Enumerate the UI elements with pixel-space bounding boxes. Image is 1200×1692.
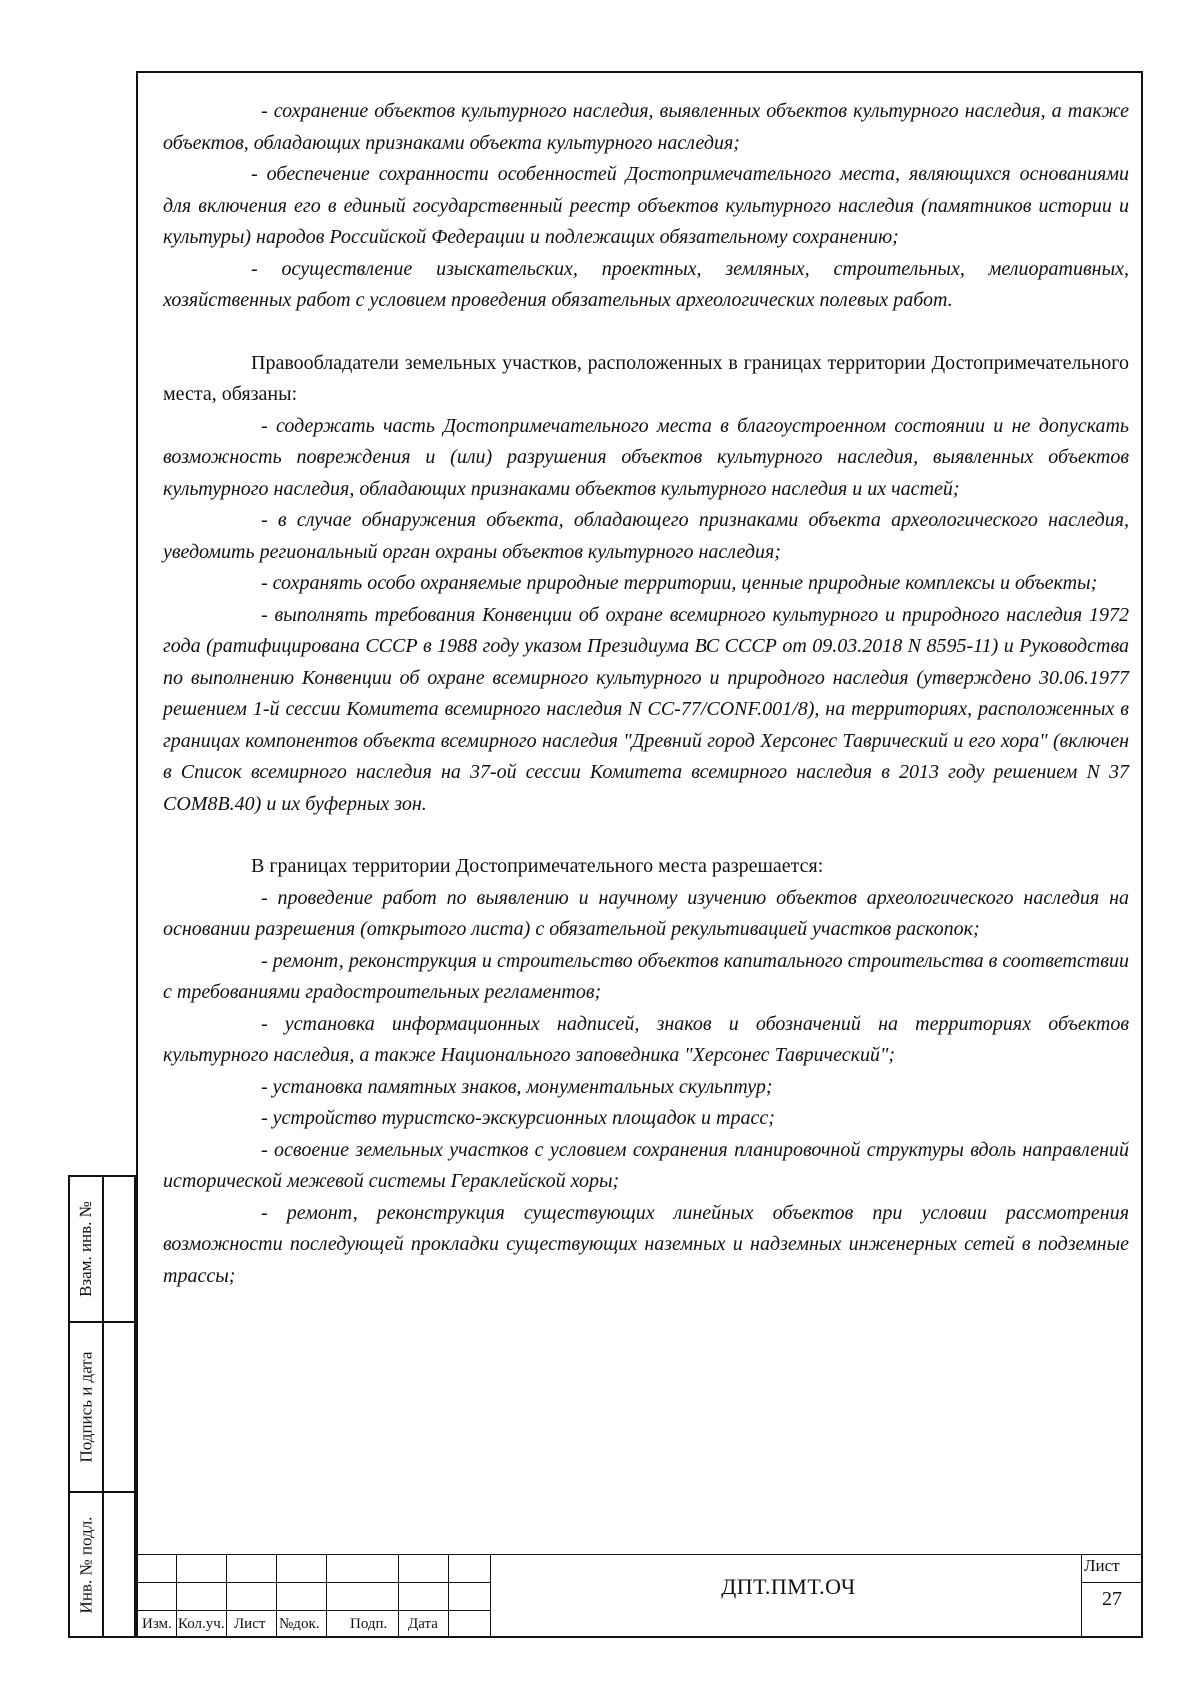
paragraph: - обеспечение сохранности особенностей Достопримечательного места, являющихся основаниями для включения его в единый государственный реестр объектов культурного наследия (памятников истории и культуры) народов Российской Федерации и подлежащих обязательному сохранению; [163, 163, 1129, 248]
paragraph: - устройство туристско-экскурсионных площадок и трасс; [261, 1107, 775, 1129]
paragraph: - сохранение объектов культурного наследия, выявленных объектов культурного наследия, а также объектов, обладающих признаками объекта культурного наследия; [163, 100, 1129, 154]
section-heading: Правообладатели земельных участков, расположенных в границах территории Достопримечательного места, обязаны: [163, 351, 1129, 405]
stamp-cell-vzam [68, 1175, 136, 1323]
document-body [163, 96, 1129, 1292]
paragraph: - осуществление изыскательских, проектных, земляных, строительных, мелиоративных, хозяйственных работ с условием проведения обязательных археологических полевых работ. [163, 257, 1129, 311]
stamp-cell-inv [68, 1491, 136, 1638]
paragraph: - содержать часть Достопримечательного места в благоустроенном состоянии и не допускать возможность повреждения и (или) разрушения объектов культурного наследия, выявленных объектов культурного наследия, обладающих признаками объектов культурного наследия и их частей; [163, 414, 1129, 500]
column-izm: Изм. [142, 1616, 172, 1632]
column-ndok: №док. [279, 1616, 320, 1632]
document-code: ДПТ.ПМТ.ОЧ [721, 1574, 856, 1599]
column-data: Дата [408, 1616, 438, 1632]
section-heading: В границах территории Достопримечательного места разрешается: [251, 855, 824, 877]
paragraph: - установка информационных надписей, знаков и обозначений на территориях объектов культурного наследия, а также Национального заповедника "Херсонес Таврический"; [163, 1012, 1129, 1066]
paragraph: - проведение работ по выявлению и научному изучению объектов археологического наследия на основании разрешения (открытого листа) с обязательной рекультивацией участков раскопок; [163, 886, 1129, 940]
paragraph: - выполнять требования Конвенции об охране всемирного культурного и природного наследия 1972 года (ратифицирована СССР в 1988 году указом Президиума ВС СССР от 09.03.2018 N 8595-11) и Руководства по выполнению Конвенции об охране всемирного культурного и природного наследия (утверждено 30.06.1977 решением 1-й сессии Комитета всемирного наследия N CC-77/CONF.001/8), на территориях, расположенных в границах компонентов объекта всемирного наследия "Древний город Херсонес Таврический и его хора" (включен в Список всемирного наследия на 37-ой сессии Комитета всемирного наследия в 2013 году решением N 37 COM8B.40) и их буферных зон. [163, 603, 1129, 815]
paragraph: - освоение земельных участков с условием сохранения планировочной структуры вдоль направлений исторической межевой системы Гераклейской хоры; [163, 1138, 1129, 1192]
stamp-label-vzam: Взам. инв. № [76, 1201, 95, 1297]
title-block [136, 1554, 1143, 1638]
paragraph: - сохранять особо охраняемые природные территории, ценные природные комплексы и объекты; [261, 572, 1098, 594]
sheet-label: Лист [1084, 1556, 1120, 1575]
column-koluch: Кол.уч. [178, 1616, 225, 1632]
stamp-cell-podpis [68, 1321, 136, 1493]
paragraph: - установка памятных знаков, монументальных скульптур; [261, 1075, 773, 1098]
sheet-number: 27 [1102, 1588, 1122, 1610]
side-stamp [68, 1175, 136, 1638]
stamp-label-inv: Инв. № подл. [76, 1516, 95, 1613]
stamp-label-podpis: Подпись и дата [76, 1351, 95, 1463]
column-list: Лист [234, 1616, 266, 1632]
paragraph: - ремонт, реконструкция существующих линейных объектов при условии рассмотрения возможности последующей прокладки существующих наземных и надземных инженерных сетей в подземные трассы; [163, 1201, 1129, 1287]
paragraph: - в случае обнаружения объекта, обладающего признаками объекта археологического наследия, уведомить региональный орган охраны объектов культурного наследия; [163, 509, 1129, 563]
paragraph: - ремонт, реконструкция и строительство объектов капитального строительства в соответствии с требованиями градостроительных регламентов; [163, 949, 1129, 1003]
column-podp: Подп. [350, 1616, 388, 1632]
